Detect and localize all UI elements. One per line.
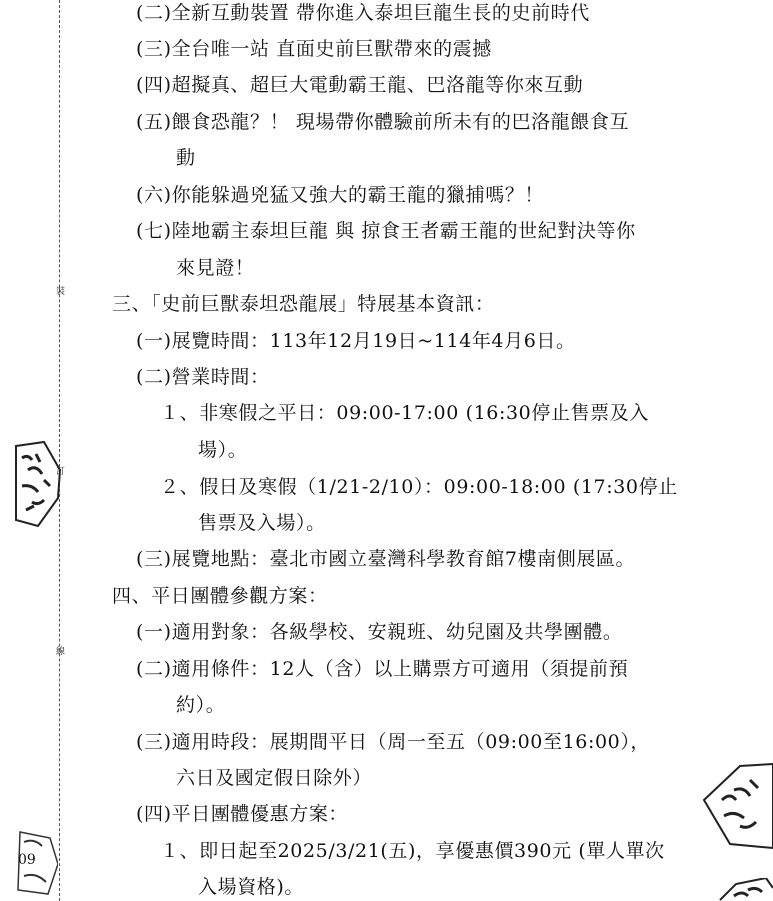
text-line: 入場資格)。 xyxy=(198,876,305,898)
text-line: (三)展覽地點：臺北市國立臺灣科學教育館7樓南側展區。 xyxy=(136,548,636,570)
text-line: ２、假日及寒假（1/21-2/10）：09:00-18:00 (17:30停止 xyxy=(160,476,678,498)
text-line: 場）。 xyxy=(198,439,248,461)
text-line: (七)陸地霸主泰坦巨龍 與 掠食王者霸王龍的世紀對決等你 xyxy=(136,220,636,242)
binding-mark-xian: 線 xyxy=(56,647,66,657)
text-line: 動 xyxy=(176,147,196,169)
section-heading: 三、「史前巨獸泰坦恐龍展」特展基本資訊： xyxy=(112,293,495,315)
text-line: (二)適用條件：12人（含）以上購票方可適用（須提前預 xyxy=(136,658,629,680)
text-line: (三)全台唯一站 直面史前巨獸帶來的震撼 xyxy=(136,38,492,60)
seal-stamp-left xyxy=(14,440,62,530)
text-line: (四)超擬真、超巨大電動霸王龍、巴洛龍等你來互動 xyxy=(136,74,584,96)
text-line: 售票及入場）。 xyxy=(198,512,326,534)
text-line: １、即日起至2025/3/21(五)，享優惠價390元 (單人單次 xyxy=(160,840,665,862)
text-line: (二)營業時間： xyxy=(136,366,270,388)
binding-mark-ding: 訂 xyxy=(56,467,66,477)
binding-mark-zhuang: 裝 xyxy=(56,287,66,297)
text-line: (五)餵食恐龍？！ 現場帶你體驗前所未有的巴洛龍餵食互 xyxy=(136,111,630,133)
seal-stamp-bottom-right xyxy=(716,878,773,901)
text-line: (三)適用時段：展期間平日（周一至五（09:00至16:00）， xyxy=(136,731,651,753)
text-line: 約）。 xyxy=(176,694,226,716)
page-number: 09 xyxy=(18,852,36,868)
text-line: (六)你能躲過兇猛又強大的霸王龍的獵捕嗎？！ xyxy=(136,184,545,206)
text-line: (四)平日團體優惠方案： xyxy=(136,803,349,825)
text-line: (二)全新互動裝置 帶你進入泰坦巨龍生長的史前時代 xyxy=(136,2,590,24)
text-line: 六日及國定假日除外） xyxy=(176,767,373,789)
text-line: １、非寒假之平日：09:00-17:00 (16:30停止售票及入 xyxy=(160,402,649,424)
section-heading: 四、平日團體參觀方案： xyxy=(112,585,328,607)
text-line: 來見證！ xyxy=(176,257,255,279)
text-line: (一)展覽時間：113年12月19日~114年4月6日。 xyxy=(136,330,576,352)
text-line: (一)適用對象：各級學校、安親班、幼兒園及共學團體。 xyxy=(136,621,623,643)
seal-stamp-right xyxy=(700,760,773,850)
